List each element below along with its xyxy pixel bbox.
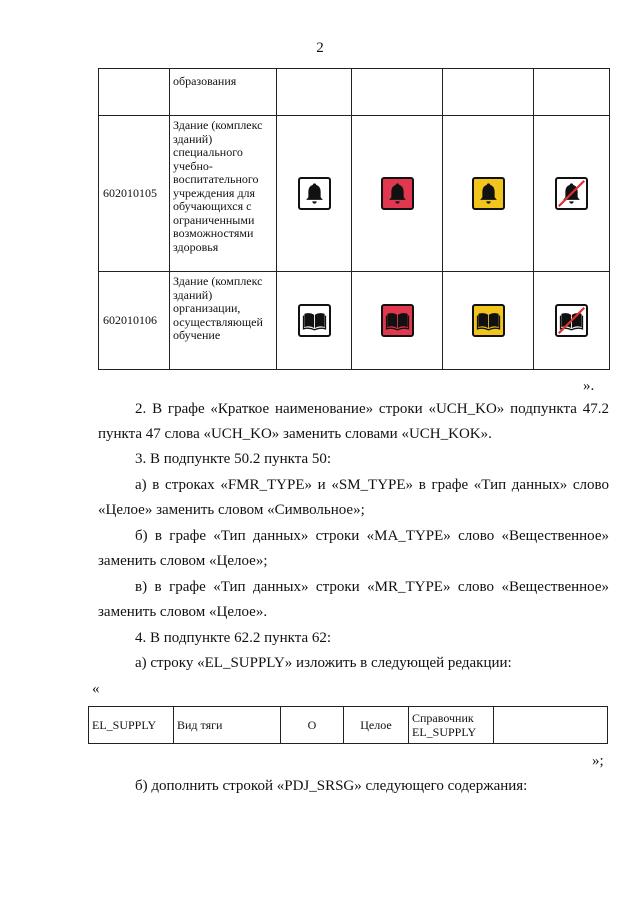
name-cell: Здание (комплекс зданий) организации, осуществляющей обучение (170, 272, 277, 370)
el-supply-table (88, 706, 608, 744)
paragraph-line: а) в строках «FMR_TYPE» и «SM_TYPE» в графе «Тип данных» слово (135, 477, 609, 493)
page-number: 2 (316, 40, 324, 56)
data-type-cell: Целое (344, 707, 409, 744)
paragraph: 3. В подпункте 50.2 пункта 50: (135, 451, 332, 467)
icon-cell (443, 116, 534, 272)
book-icon (381, 304, 414, 337)
code-cell (99, 69, 170, 116)
paragraph: а) строку «EL_SUPPLY» изложить в следующей редакции: (135, 655, 512, 671)
book-icon (298, 304, 331, 337)
crossed-book-icon (555, 304, 588, 337)
crossed-bell-icon (555, 177, 588, 210)
icon-cell (277, 69, 352, 116)
icon-cell (534, 116, 610, 272)
icon-cell (277, 116, 352, 272)
name-cell: образования (170, 69, 277, 116)
description-cell: Вид тяги (174, 707, 281, 744)
bell-icon (381, 177, 414, 210)
icon-cell (352, 272, 443, 370)
paragraph-line: заменить словом «Целое». (98, 604, 268, 620)
closing-quote: »; (592, 753, 604, 769)
table-row (89, 707, 608, 744)
paragraph-line: 2. В графе «Краткое наименование» строки «UCH_KO» подпункта 47.2 (135, 401, 609, 417)
opening-quote: « (92, 681, 100, 697)
icon-cell (534, 69, 610, 116)
note-cell (494, 707, 608, 744)
book-icon (472, 304, 505, 337)
icon-cell (443, 272, 534, 370)
building-icons-table (98, 68, 610, 370)
code-cell: 602010105 (99, 116, 170, 272)
name-cell: Здание (комплекс зданий) специального учебно- воспитательного учреждения для обучающихся с ограниченными возможностями здоровья (170, 116, 277, 272)
paragraph: б) дополнить строкой «PDJ_SRSG» следующего содержания: (135, 778, 528, 794)
paragraph-line: заменить словом «Целое»; (98, 553, 268, 569)
icon-cell (534, 272, 610, 370)
table-row (99, 272, 610, 370)
reference-cell: Справочник EL_SUPPLY (409, 707, 494, 744)
attribute-code-cell: EL_SUPPLY (89, 707, 174, 744)
paragraph-line: «Целое» заменить словом «Символьное»; (98, 502, 365, 518)
table-row (99, 69, 610, 116)
icon-cell (352, 116, 443, 272)
bell-icon (472, 177, 505, 210)
paragraph-line: в) в графе «Тип данных» строки «MR_TYPE» слово «Вещественное» (135, 579, 609, 595)
code-cell: 602010106 (99, 272, 170, 370)
icon-cell (277, 272, 352, 370)
bell-icon (298, 177, 331, 210)
paragraph-line: пункта 47 слова «UCH_KO» заменить словами «UCH_KOK». (98, 426, 492, 442)
paragraph-line: б) в графе «Тип данных» строки «MA_TYPE» слово «Вещественное» (135, 528, 609, 544)
icon-cell (443, 69, 534, 116)
mandatory-cell: О (281, 707, 344, 744)
icon-cell (352, 69, 443, 116)
table-row (99, 116, 610, 272)
closing-quote: ». (583, 378, 595, 394)
paragraph: 4. В подпункте 62.2 пункта 62: (135, 630, 332, 646)
